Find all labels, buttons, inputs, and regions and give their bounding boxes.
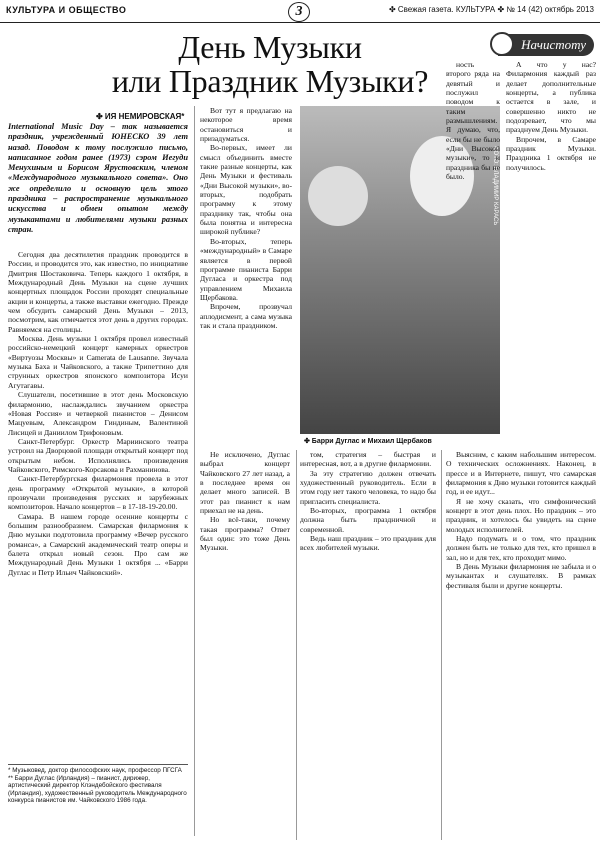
lower-column-3 bbox=[300, 450, 436, 840]
rubric-badge bbox=[498, 34, 594, 56]
page-number: 3 bbox=[288, 2, 310, 22]
title-line-1: День Музыки bbox=[178, 29, 362, 65]
rubric-label: Начистоту bbox=[521, 37, 586, 52]
issue-info: ✤ Свежая газета. КУЛЬТУРА ✤ № 14 (42) октябрь 2013 bbox=[388, 5, 594, 14]
lower-column-2 bbox=[200, 450, 290, 840]
author-byline: ✤ ИЯ НЕМИРОВСКАЯ* bbox=[96, 112, 185, 121]
paragraph: В День Музыки филармония не забыла и о музыкантах и слушателях. В рамках фестиваля были и другие концерты. bbox=[446, 562, 596, 590]
column-divider bbox=[296, 450, 297, 840]
section-label: КУЛЬТУРА И ОБЩЕСТВО bbox=[6, 5, 127, 15]
photo-caption: ✤ Барри Дуглас и Михаил Щербаков bbox=[304, 438, 432, 445]
photo-figure-conductor bbox=[308, 166, 368, 226]
column-divider bbox=[194, 106, 195, 836]
paragraph: Надо подумать и о том, что праздник должен быть не только для тех, кто пришел в зал, но и для тех, кто проходит мимо. bbox=[446, 534, 596, 562]
paragraph: Во-вторых, программа 1 октября должна быть праздничной и современной. bbox=[300, 506, 436, 534]
paragraph: ность второго ряда на девятый и послужил поводом к таким размышлениям. Я думаю, что, если бы не было «Дни Высокой музыки», то и праздника бы не было. bbox=[446, 60, 500, 182]
paragraph: Во-первых, имеет ли смысл объединить вместе такие разные концерты, как День Музыки и фестиваль «Дни Высокой музыки», во-вторых, подобрать программу к этому празднику так, чтобы она была понятна и интересна широкой публике? bbox=[200, 143, 292, 237]
paragraph: Сегодня два десятилетия праздник проводится в России, и проводится это, как известно, по инициативе Дмитрия Шостаковича. Теперь каждого 1 октября, в Международный День Музыки на сцене лучших концертных площадок России проходят специальные акции и концерты, а также выставки ежегодно. Прежде чем обсудить самарский День Музыки – 2013, посмотрим, как отмечается этот день в других городах. Равняемся на столицы. bbox=[8, 250, 188, 334]
paragraph: Ведь наш праздник – это праздник для всех любителей музыки. bbox=[300, 534, 436, 553]
paragraph: Санкт-Петербургская филармония провела в этот день программу «Открытой музыки», в которой прозвучали произведения русских и зарубежных композиторов. Начало концертов – в 17-18-19-20.00. bbox=[8, 474, 188, 512]
paragraph: Я не хочу сказать, что симфонический концерт в этот день плох. Но праздник – это праздник, и хотелось бы увидеть на сцене молодых исполнителей. bbox=[446, 496, 596, 534]
paragraph: Вот тут я предлагаю на некоторое время остановиться и призадуматься. bbox=[200, 106, 292, 144]
paragraph: Впрочем, в Самаре праздник Музыки. Праздника 1 октября не получилось. bbox=[506, 134, 596, 172]
article-title bbox=[85, 30, 455, 98]
paragraph: том, стратегия – быстрая и интересная, вот, а в другие филармонии. bbox=[300, 450, 436, 469]
paragraph: А что у нас? Филармония каждый раз делает дополнительные концерты, а публика остается в зале, и совершенно никто не подозревает, что мы празднуем День Музыки. bbox=[506, 60, 596, 135]
title-line-2: или Праздник Музыки? bbox=[111, 63, 429, 99]
paragraph: Во-вторых, теперь «международный» в Самаре является в первой программе пианиста Барри Дугласа и оркестра под управлением Михаила Щербакова. bbox=[200, 236, 292, 302]
photo-credit: ФОТО: ВЛАДИМИР КАРАСЬ bbox=[492, 146, 498, 226]
paragraph: Москва. День музыки 1 октября провел известный российско-немецкий концерт камерных оркестров «Виртуозы Москвы» и Camerata de Lausanne. Звучала музыка Баха и Чайковского, а также Трипеттино для струнных оркестров японского композитора Исуи Агутагавы. bbox=[8, 334, 188, 390]
column-divider bbox=[441, 450, 442, 840]
paragraph: Самара. В нашем городе осенние концерты с большим разнообразием. Самарская филармония к Дню музыки подготовила программу «Вечер русского романса», а Самарский академический театр оперы и балета открыл новый сезон. Про сам же Международный День Музыки 1 октября ... «Барри Дуглас и Петр Ильич Чайковский». bbox=[8, 511, 188, 577]
article-lead: International Music Day – так называется праздник, учрежденный ЮНЕСКО 39 лет назад. Поводом к тому послужило письмо, написанное годом ранее (1973) сэром Иегуди Менухиным и Борисом Ярустовским, членом «Международного музыкального совета». Оно же определило и основную цель этого праздника – распространение музыкального искусства и обмен опытом между музыкантами и любителями музыки разных стран. bbox=[8, 122, 188, 234]
paragraph: За эту стратегию должен отвечать художественный руководитель. Если в этом году нет такого человека, то надо бы пригласить специалиста. bbox=[300, 468, 436, 506]
rubric-circle-icon bbox=[490, 32, 514, 56]
footnotes: * Музыковед, доктор философских наук, профессор ПГСГА ** Барри Дуглас (Ирландия) – пианист, дирижер, артистический директор Клэндебойского фестиваля (Ирландия), художественный руководитель Международного конкурса пианистов им. Чайковского 1986 года. bbox=[8, 764, 188, 805]
paragraph: Санкт-Петербург. Оркестр Мариинского театра устроил на Дворцовой площади открытый концерт под открытым небом. Исполнялись произведения Чайковского, Римского-Корсакова и Рахманинова. bbox=[8, 436, 188, 474]
column-3-top bbox=[446, 60, 500, 182]
paragraph: Выясним, с каким набольшим интересом. О технических осложнениях. Наконец, в прессе и в Интернете, пишут, что самарская филармония к Дню музыки готовится каждый год, и ее идут... bbox=[446, 450, 596, 497]
page-header bbox=[0, 0, 600, 23]
paragraph: Впрочем, прозвучал аплодисмент, а сама музыка так и стала праздником. bbox=[200, 302, 292, 330]
column-1 bbox=[8, 250, 188, 762]
paragraph: Слушатели, посетившие в этот день Московскую филармонию, наслаждались звучанием оркестра «Новая Россия» и четверкой пианистов – Денисом Мацуевым, Александром Гиндиным, Валентиной Лисицей и Даниилом Трифоновым. bbox=[8, 390, 188, 437]
column-2 bbox=[200, 106, 292, 444]
paragraph: Но всё-таки, почему такая программа? Ответ был один: это тоже День Музыки. bbox=[200, 515, 290, 553]
paragraph: Не исключено, Дуглас выбрал концерт Чайковского 27 лет назад, а в последнее время он делает много записей. В этот раз пианист к нам приехал не на день. bbox=[200, 450, 290, 516]
lower-column-4 bbox=[446, 450, 596, 840]
column-4 bbox=[506, 60, 596, 440]
